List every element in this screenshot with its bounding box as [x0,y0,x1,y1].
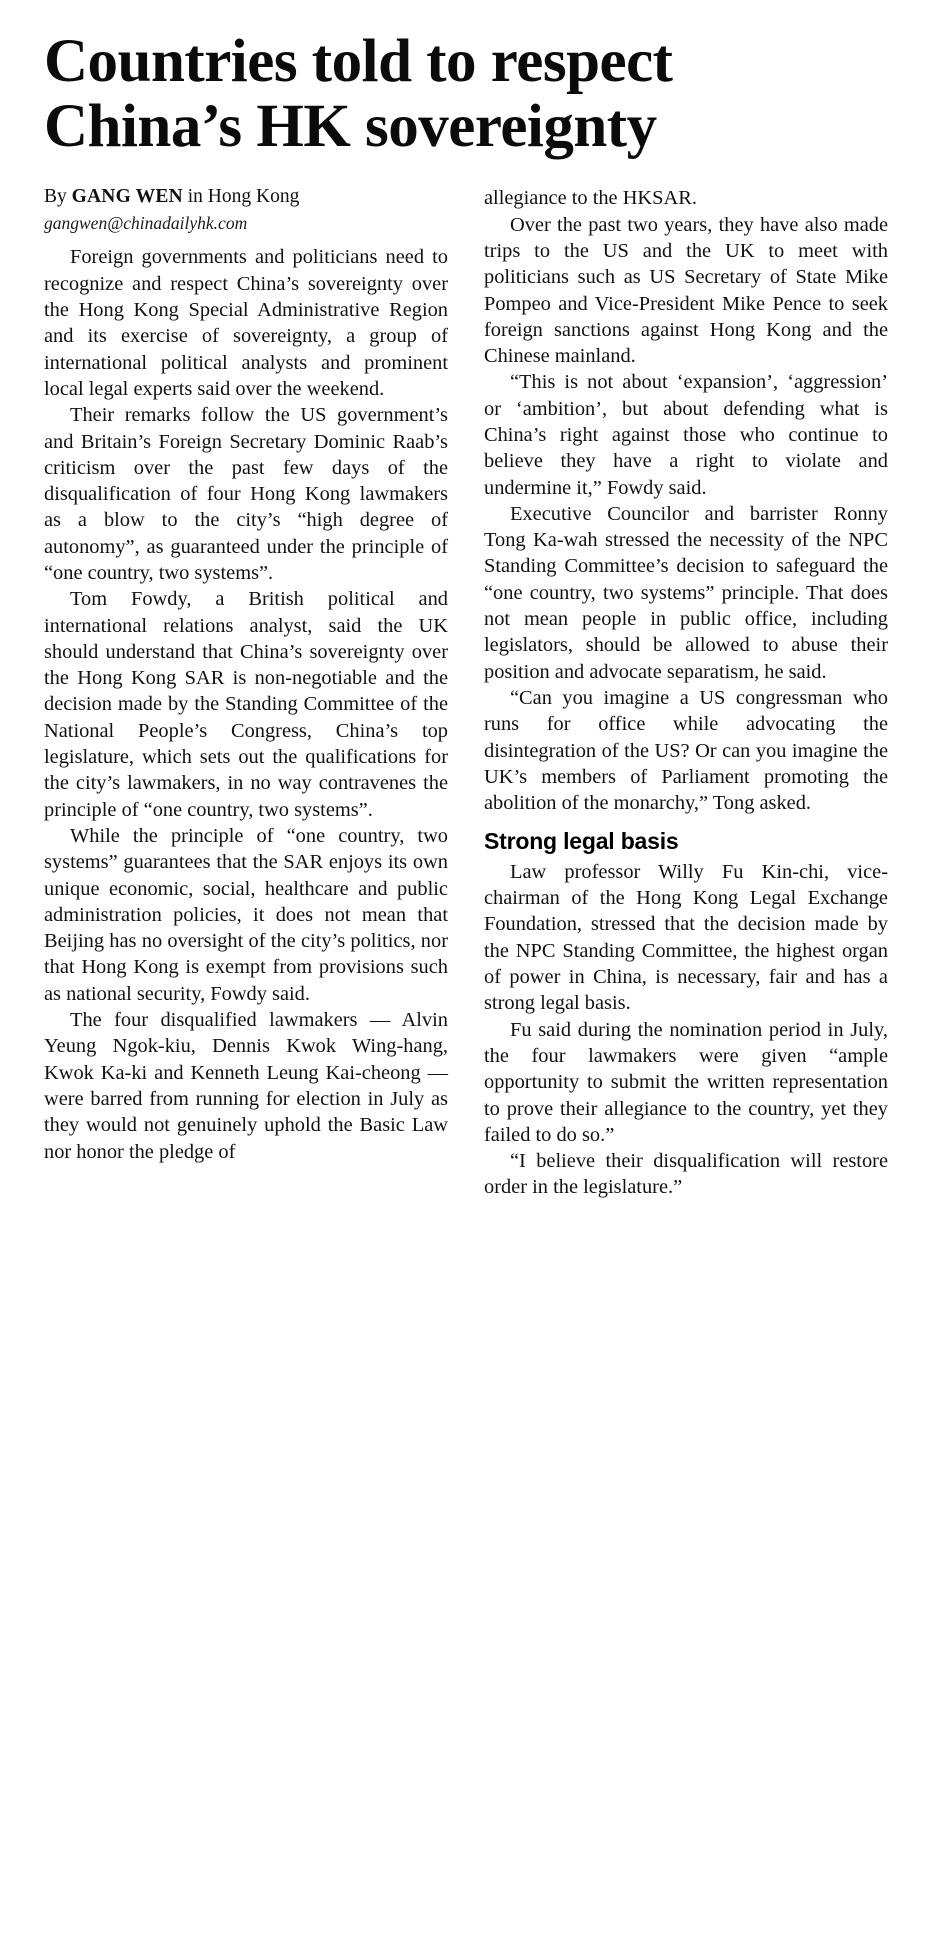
paragraph: Foreign governments and politicians need to recognize and respect China’s sovereignty over the Hong Kong Special Administrative Region and its exercise of sovereignty, a group of international political analysts and prominent local legal experts said over the weekend. [44,246,448,400]
paragraph: “This is not about ‘expansion’, ‘aggression’ or ‘ambition’, but about defending what is China’s right against those who continue to believe they have a right to violate and undermine it,” Fowdy said. [484,371,888,499]
byline-label: By [44,186,72,208]
headline-line-1: Countries told to respect [44,28,673,95]
article-column-right [484,185,888,1200]
paragraph: Tom Fowdy, a British political and international relations analyst, said the UK should understand that China’s sovereignty over the Hong Kong SAR is non-negotiable and the decision made by the Standing Committee of the National People’s Congress, China’s top legislature, which sets out the qualifications for the city’s lawmakers, in no way contravenes the principle of “one country, two systems”. [44,588,448,821]
paragraph: The four disqualified lawmakers — Alvin Yeung Ngok-kiu, Dennis Kwok Wing-hang, Kwok Ka-ki and Kenneth Leung Kai-cheong — were barred from running for election in July as they would not genuinely uphold the Basic Law nor honor the pledge of [44,1009,448,1163]
byline-email: gangwen@chinadailyhk.com [44,212,248,233]
paragraph: “Can you imagine a US congressman who runs for office while advocating the disintegration of the US? Or can you imagine the UK’s members of Parliament promoting the abolition of the monarchy,” Tong asked. [484,686,888,815]
paragraph: Executive Councilor and barrister Ronny Tong Ka-wah stressed the necessity of the NPC Standing Committee’s decision to safeguard the “one country, two systems” principle. That does not mean people in public office, including legislators, should be allowed to abuse their position and advocate separatism, he said. [484,502,888,683]
byline [44,185,448,209]
paragraph: Their remarks follow the US government’s and Britain’s Foreign Secretary Dominic Raab’s criticism over the past few days of the disqualification of four Hong Kong lawmakers as a blow to the city’s “high degree of autonomy”, as guaranteed under the principle of “one country, two systems”. [44,404,448,584]
section-subheading: Strong legal basis [484,828,679,855]
paragraph: Law professor Willy Fu Kin-chi, vice-chairman of the Hong Kong Legal Exchange Foundation, stressed that the decision made by the NPC Standing Committee, the highest organ of power in China, is necessary, fair and has a strong legal basis. [484,860,888,1015]
article-column-left [44,185,448,1165]
paragraph: “I believe their disqualification will restore order in the legislature.” [484,1150,888,1199]
paragraph: While the principle of “one country, two systems” guarantees that the SAR enjoys its own unique economic, social, healthcare and public administration policies, it does not mean that Beijing has no oversight of the city’s politics, nor that Hong Kong is exempt from provisions such as national security, Fowdy said. [44,824,448,1005]
paragraph: allegiance to the HKSAR. [484,187,697,210]
paragraph: Over the past two years, they have also made trips to the US and the UK to meet with politicians such as US Secretary of State Mike Pompeo and Vice-President Mike Pence to seek foreign sanctions against Hong Kong and the Chinese mainland. [484,213,888,368]
byline-location: in Hong Kong [182,186,300,208]
headline-line-2: China’s HK sovereignty [44,92,657,160]
byline-author: GANG WEN [71,186,183,208]
page-title [44,30,874,159]
paragraph: Fu said during the nomination period in July, the four lawmakers were given “ample opportunity to submit the written representation to prove their allegiance to the country, yet they failed to do so.” [484,1018,888,1146]
article-columns [44,185,888,1200]
